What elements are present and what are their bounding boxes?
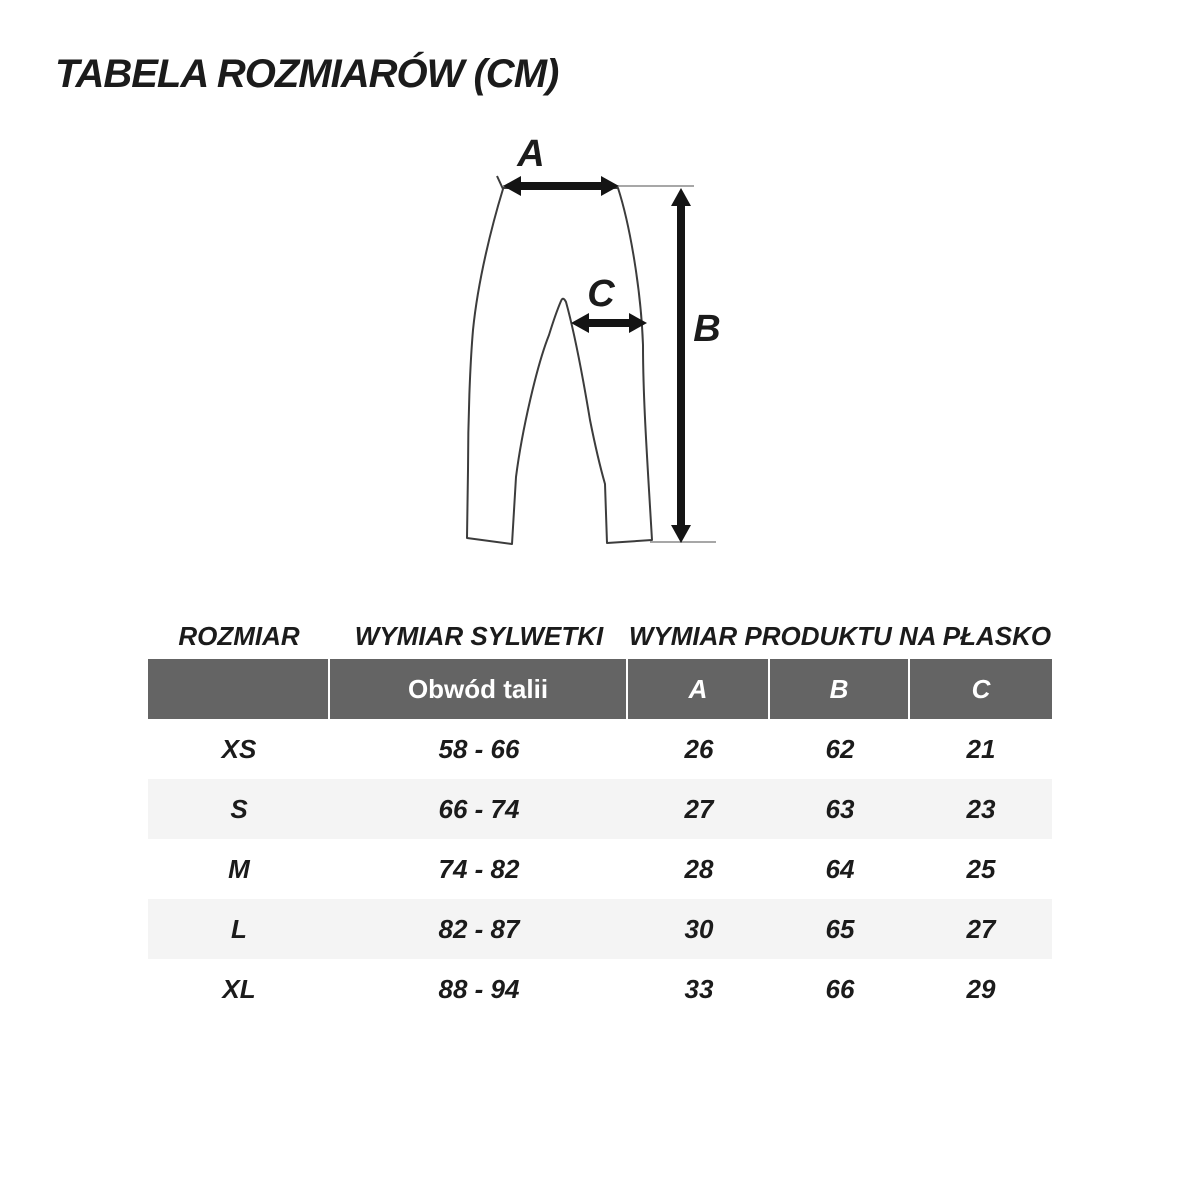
cell-size: L xyxy=(231,913,247,944)
cell-b: 66 xyxy=(825,973,855,1004)
subheader-a: A xyxy=(628,659,770,719)
cell-waist: 88 - 94 xyxy=(438,973,520,1004)
cell-b: 63 xyxy=(825,793,855,824)
table-row-m xyxy=(148,839,1052,899)
cell-a: 26 xyxy=(684,733,714,764)
table-row-xl xyxy=(148,959,1052,1019)
cell-c: 25 xyxy=(966,853,996,884)
table-subheader-row xyxy=(148,659,1052,719)
diagram-label-a: A xyxy=(517,133,545,175)
size-table xyxy=(148,613,1052,1019)
table-row-xs xyxy=(148,719,1052,779)
cell-a: 27 xyxy=(684,793,714,824)
cell-waist: 74 - 82 xyxy=(438,853,520,884)
cell-waist: 82 - 87 xyxy=(438,913,520,944)
cell-b: 64 xyxy=(825,853,855,884)
group-header-wymiar-produktu: WYMIAR PRODUKTU NA PŁASKO xyxy=(628,620,1052,651)
subheader-waist: Obwód talii xyxy=(330,659,628,719)
subheader-size xyxy=(148,659,330,719)
arrow-a xyxy=(503,176,619,196)
subheader-b: B xyxy=(770,659,910,719)
cell-a: 33 xyxy=(684,973,714,1004)
diagram-label-b: B xyxy=(693,308,721,350)
group-header-rozmiar: ROZMIAR xyxy=(178,620,300,651)
pants-outline xyxy=(467,176,652,544)
cell-a: 30 xyxy=(684,913,714,944)
arrow-c xyxy=(571,313,647,333)
cell-b: 62 xyxy=(825,733,855,764)
group-header-wymiar-sylwetki: WYMIAR SYLWETKI xyxy=(354,620,604,651)
cell-c: 23 xyxy=(966,793,996,824)
cell-waist: 58 - 66 xyxy=(438,733,520,764)
cell-a: 28 xyxy=(684,853,714,884)
cell-size: XS xyxy=(221,733,257,764)
table-row-s xyxy=(148,779,1052,839)
cell-size: S xyxy=(230,793,248,824)
subheader-c: C xyxy=(910,659,1052,719)
cell-waist: 66 - 74 xyxy=(438,793,520,824)
cell-b: 65 xyxy=(825,913,855,944)
table-row-l xyxy=(148,899,1052,959)
diagram-label-c: C xyxy=(587,273,615,315)
cell-c: 29 xyxy=(966,973,996,1004)
cell-c: 27 xyxy=(966,913,996,944)
cell-size: XL xyxy=(222,973,256,1004)
cell-c: 21 xyxy=(966,733,996,764)
page-title: TABELA ROZMIARÓW (CM) xyxy=(55,52,559,96)
arrow-b xyxy=(671,188,691,543)
cell-size: M xyxy=(228,853,250,884)
table-group-header-row xyxy=(148,613,1052,659)
